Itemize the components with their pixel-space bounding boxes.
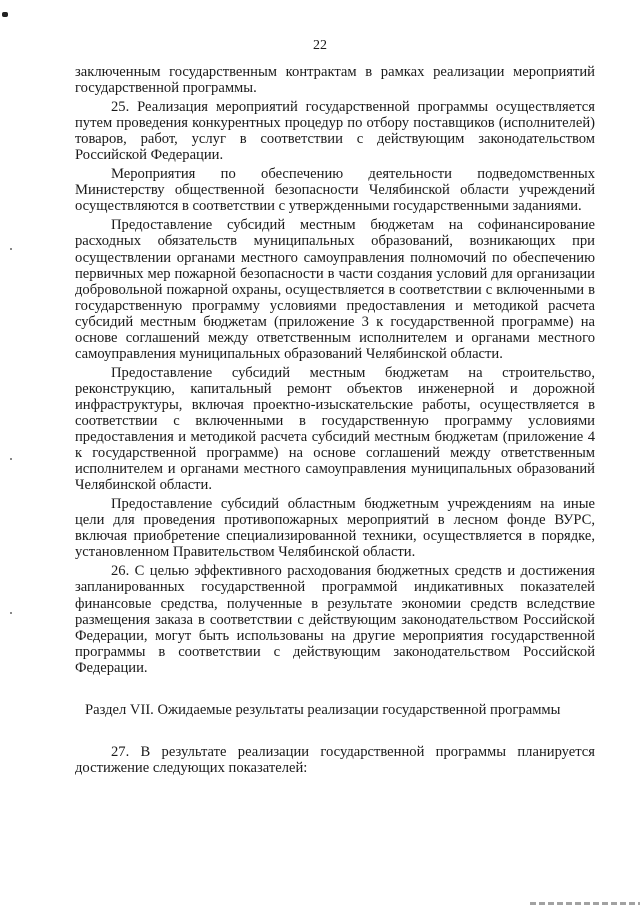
paragraph-25: 25. Реализация мероприятий государственной программы осуществляется путем проведения конкурентных процедур по отбору поставщиков (исполнителей) товаров, работ, услуг в соответствии с действующим законодательством Российской Федерации. [75, 99, 595, 164]
paragraph-26: 26. С целью эффективного расходования бюджетных средств и достижения запланированных государственной программой индикативных показателей финансовые средства, полученные в результате экономии средств вследствие размещения заказа в соответствии с действующим законодательством Российской Федерации, могут быть использованы на другие мероприятия государственной программы в соответствии с действующим законодательством Российской Федерации. [75, 563, 595, 676]
page-number: 22 [313, 38, 327, 53]
paragraph-subsidies-forest: Предоставление субсидий областным бюджетным учреждениям на иные цели для проведения противопожарных мероприятий в лесном фонде ВУРС, включая приобретение специализированной техники, осуществляется в порядке, установленном Правительством Челябинской области. [75, 496, 595, 561]
paragraph-subsidies-fire-safety: Предоставление субсидий местным бюджетам на софинансирование расходных обязательств муниципальных образований, возникающих при осуществлении органами местного самоуправления полномочий по обеспечению первичных мер пожарной безопасности в части создания условий для организации добровольной пожарной охраны, осуществляется в соответствии с включенными в государственную программу условиями предоставления и методикой расчета субсидий местным бюджетам (приложение 3 к государственной программе) на основе соглашений между ответственным исполнителем и органами местного самоуправления муниципальных образований Челябинской области. [75, 217, 595, 362]
paragraph-institutions: Мероприятия по обеспечению деятельности подведомственных Министерству общественной безопасности Челябинской области учреждений осуществляются в соответствии с утвержденными государственными заданиями. [75, 166, 595, 215]
section-heading: Раздел VII. Ожидаемые результаты реализации государственной программы [85, 701, 561, 718]
scan-artifact-tick [10, 612, 12, 614]
paragraph-27: 27. В результате реализации государственной программы планируется достижение следующих показателей: [75, 743, 595, 776]
scan-artifact-tick [10, 458, 12, 460]
paragraph-subsidies-construction: Предоставление субсидий местным бюджетам на строительство, реконструкцию, капитальный ремонт объектов инженерной и дорожной инфраструктуры, включая проектно-изыскательские работы, осуществляется в соответствии с включенными в государственную программу условиями предоставления и методикой расчета субсидий местным бюджетам (приложение 4 к государственной программе) на основе соглашений между ответственным исполнителем и органами местного самоуправления муниципальных образований Челябинской области. [75, 364, 595, 494]
paragraph-continuation: заключенным государственным контрактам в рамках реализации мероприятий государственной программы. [75, 64, 595, 97]
scan-artifact-tick [10, 248, 12, 250]
document-body [75, 64, 595, 779]
scan-artifact-dot [2, 12, 8, 17]
